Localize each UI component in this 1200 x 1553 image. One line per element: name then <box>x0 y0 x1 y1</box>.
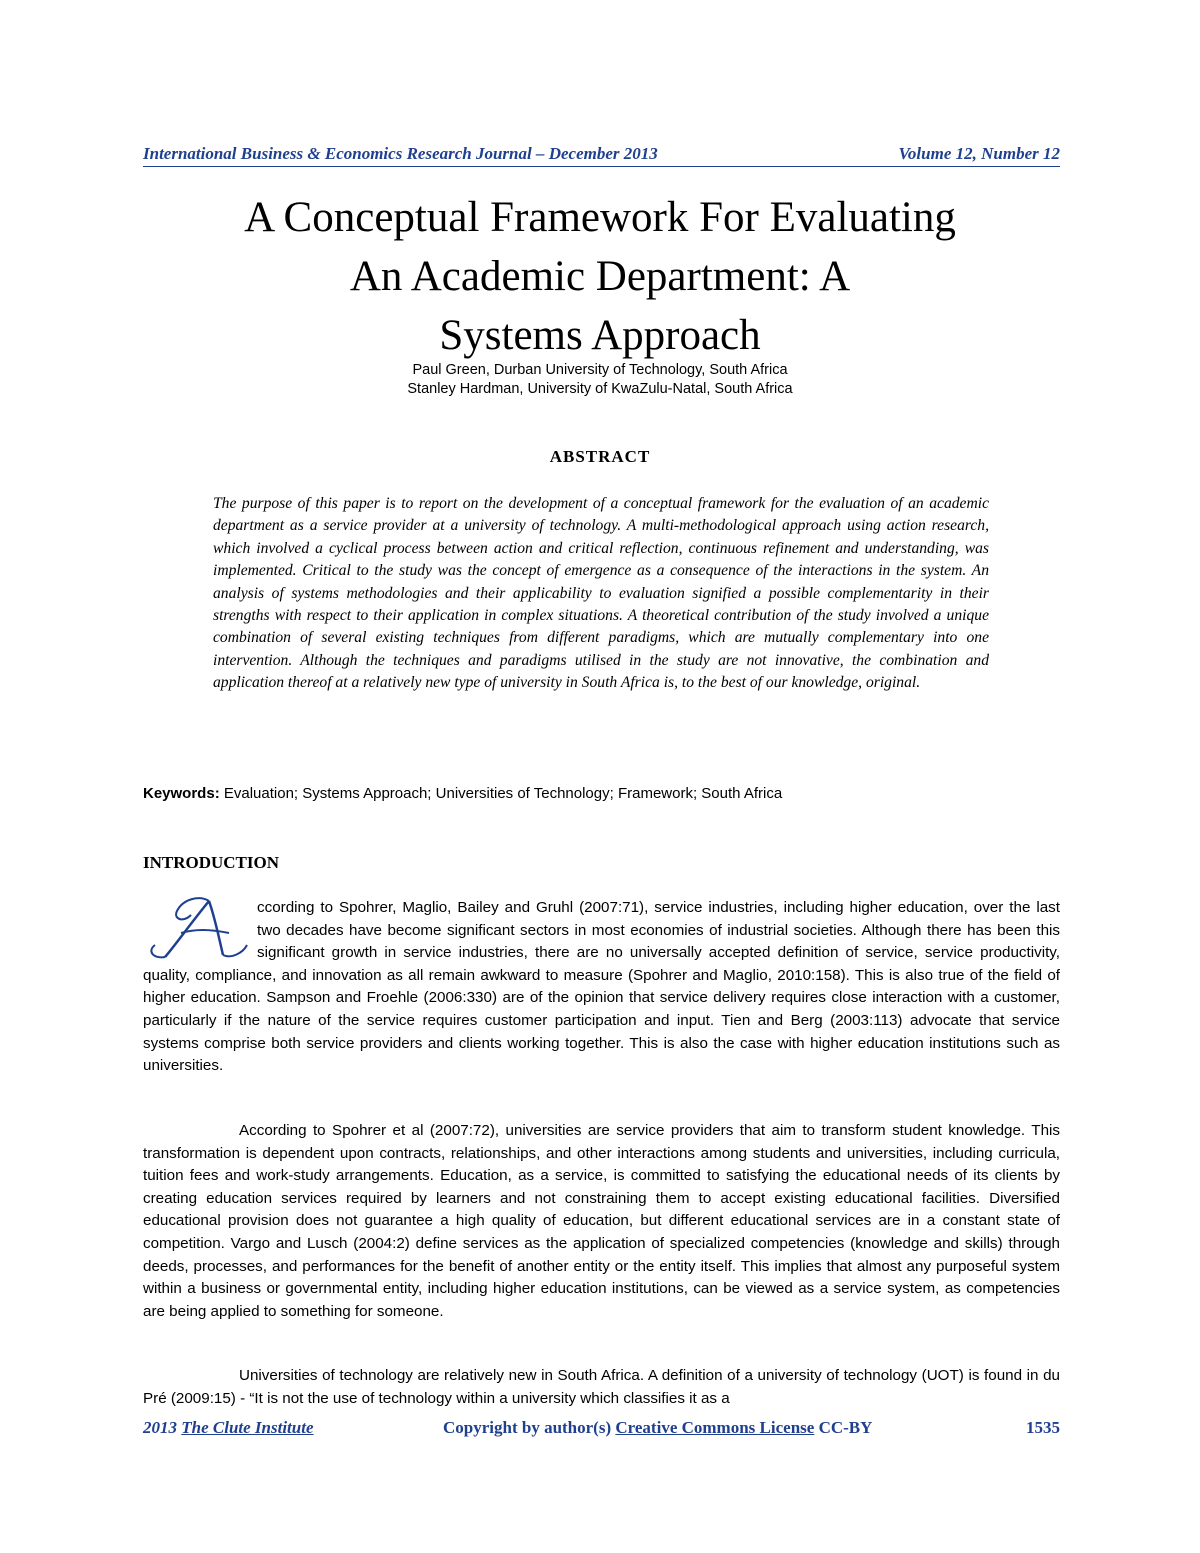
keywords-text: Evaluation; Systems Approach; Universities of Technology; Framework; South Africa <box>223 785 783 802</box>
abstract-text: The purpose of this paper is to report on the development of a conceptual framework for the evaluation of an academic department as a service provider at a university of technology. A multi-methodological approach using action research, which involved a cyclical process between action and critical reflection, continuous refinement and understanding, was implemented. Critical to the study was the concept of emergence as a consequence of the interactions in the system. An analysis of systems methodologies and their applicability to evaluation signified a possible complementarity in their strengths with respect to their application in complex situations. A theoretical contribution of the study involved a unique combination of several existing techniques from different paradigms, which are mutually complementary into one intervention. Although the techniques and paradigms utilised in the study are not innovative, the combination and application thereof at a relatively new type of university in South Africa is, to the best of our knowledge, original. <box>213 495 989 692</box>
intro-paragraph-3: Universities of technology are relatively new in South Africa. A definition of a university of technology (UOT) is found in du Pré (2009:15) - “It is not the use of technology within a university which classifies it as a <box>143 1367 1060 1407</box>
page-footer <box>143 1418 1060 1442</box>
journal-name: International Business & Economics Research Journal – December 2013 <box>143 144 658 163</box>
intro-paragraph-1 <box>143 893 1060 1078</box>
author-1: Paul Green, Durban University of Technology, South Africa <box>412 362 788 378</box>
cc-by-label: CC-BY <box>818 1418 873 1437</box>
intro-paragraph-1-text: ccording to Spohrer, Maglio, Bailey and Gruhl (2007:71), service industries, including higher education, over the last two decades have become significant sectors in most economies of industrial societies. Although there has been this significant growth in service industries, there are no universally accepted definition of service, service productivity, quality, compliance, and innovation as all remain awkward to measure (Spohrer and Maglio, 2010:158). This is also true of the field of higher education. Sampson and Froehle (2006:330) are of the opinion that service delivery requires close interaction with a customer, particularly if the nature of the service requires customer participation and input. Tien and Berg (2003:113) advocate that service systems comprise both service providers and clients working together. This is also the case with higher education institutions such as universities. <box>143 899 1060 1075</box>
author-2: Stanley Hardman, University of KwaZulu-Natal, South Africa <box>407 381 793 397</box>
title-line-1: A Conceptual Framework For Evaluating <box>244 194 956 241</box>
keywords <box>143 785 1060 802</box>
clute-institute-link[interactable]: The Clute Institute <box>181 1418 314 1437</box>
author-list <box>100 361 1100 399</box>
footer-publisher <box>143 1418 314 1438</box>
running-header <box>143 144 1060 167</box>
abstract-heading: ABSTRACT <box>549 447 651 466</box>
title-line-2: An Academic Department: A <box>349 253 851 300</box>
footer-copyright <box>443 1418 872 1438</box>
dropcap-a <box>143 893 255 963</box>
dropcap-letter: A <box>143 893 144 894</box>
intro-paragraph-2: According to Spohrer et al (2007:72), universities are service providers that aim to transform student knowledge. This transformation is dependent upon contracts, relationships, and other interactions among students and universities, including curricula, tuition fees and work-study arrangements. Education, as a service, is committed to satisfying the educational needs of its clients by creating education services required by learners and not constraining them to accept existing educational facilities. Diversified educational provision does not guarantee a high quality of education, but different educational services are in a constant state of competition. Vargo and Lusch (2004:2) define services as the application of specialized competencies (knowledge and skills) through deeds, processes, and performances for the benefit of another entity or the entity itself. This implies that almost any purposeful system within a business or governmental entity, including higher education institutions, can be viewed as a service system, as competencies are being applied to something for someone. <box>143 1122 1060 1320</box>
volume-number: Volume 12, Number 12 <box>898 144 1060 163</box>
footer-year: 2013 <box>143 1418 177 1437</box>
paper-title <box>100 188 1100 365</box>
page-number: 1535 <box>1026 1418 1060 1437</box>
creative-commons-link[interactable]: Creative Commons License <box>615 1418 815 1437</box>
keywords-label: Keywords: <box>143 785 220 802</box>
copyright-text: Copyright by author(s) <box>443 1418 612 1437</box>
title-line-3: Systems Approach <box>439 312 761 359</box>
introduction-heading: INTRODUCTION <box>143 853 280 872</box>
